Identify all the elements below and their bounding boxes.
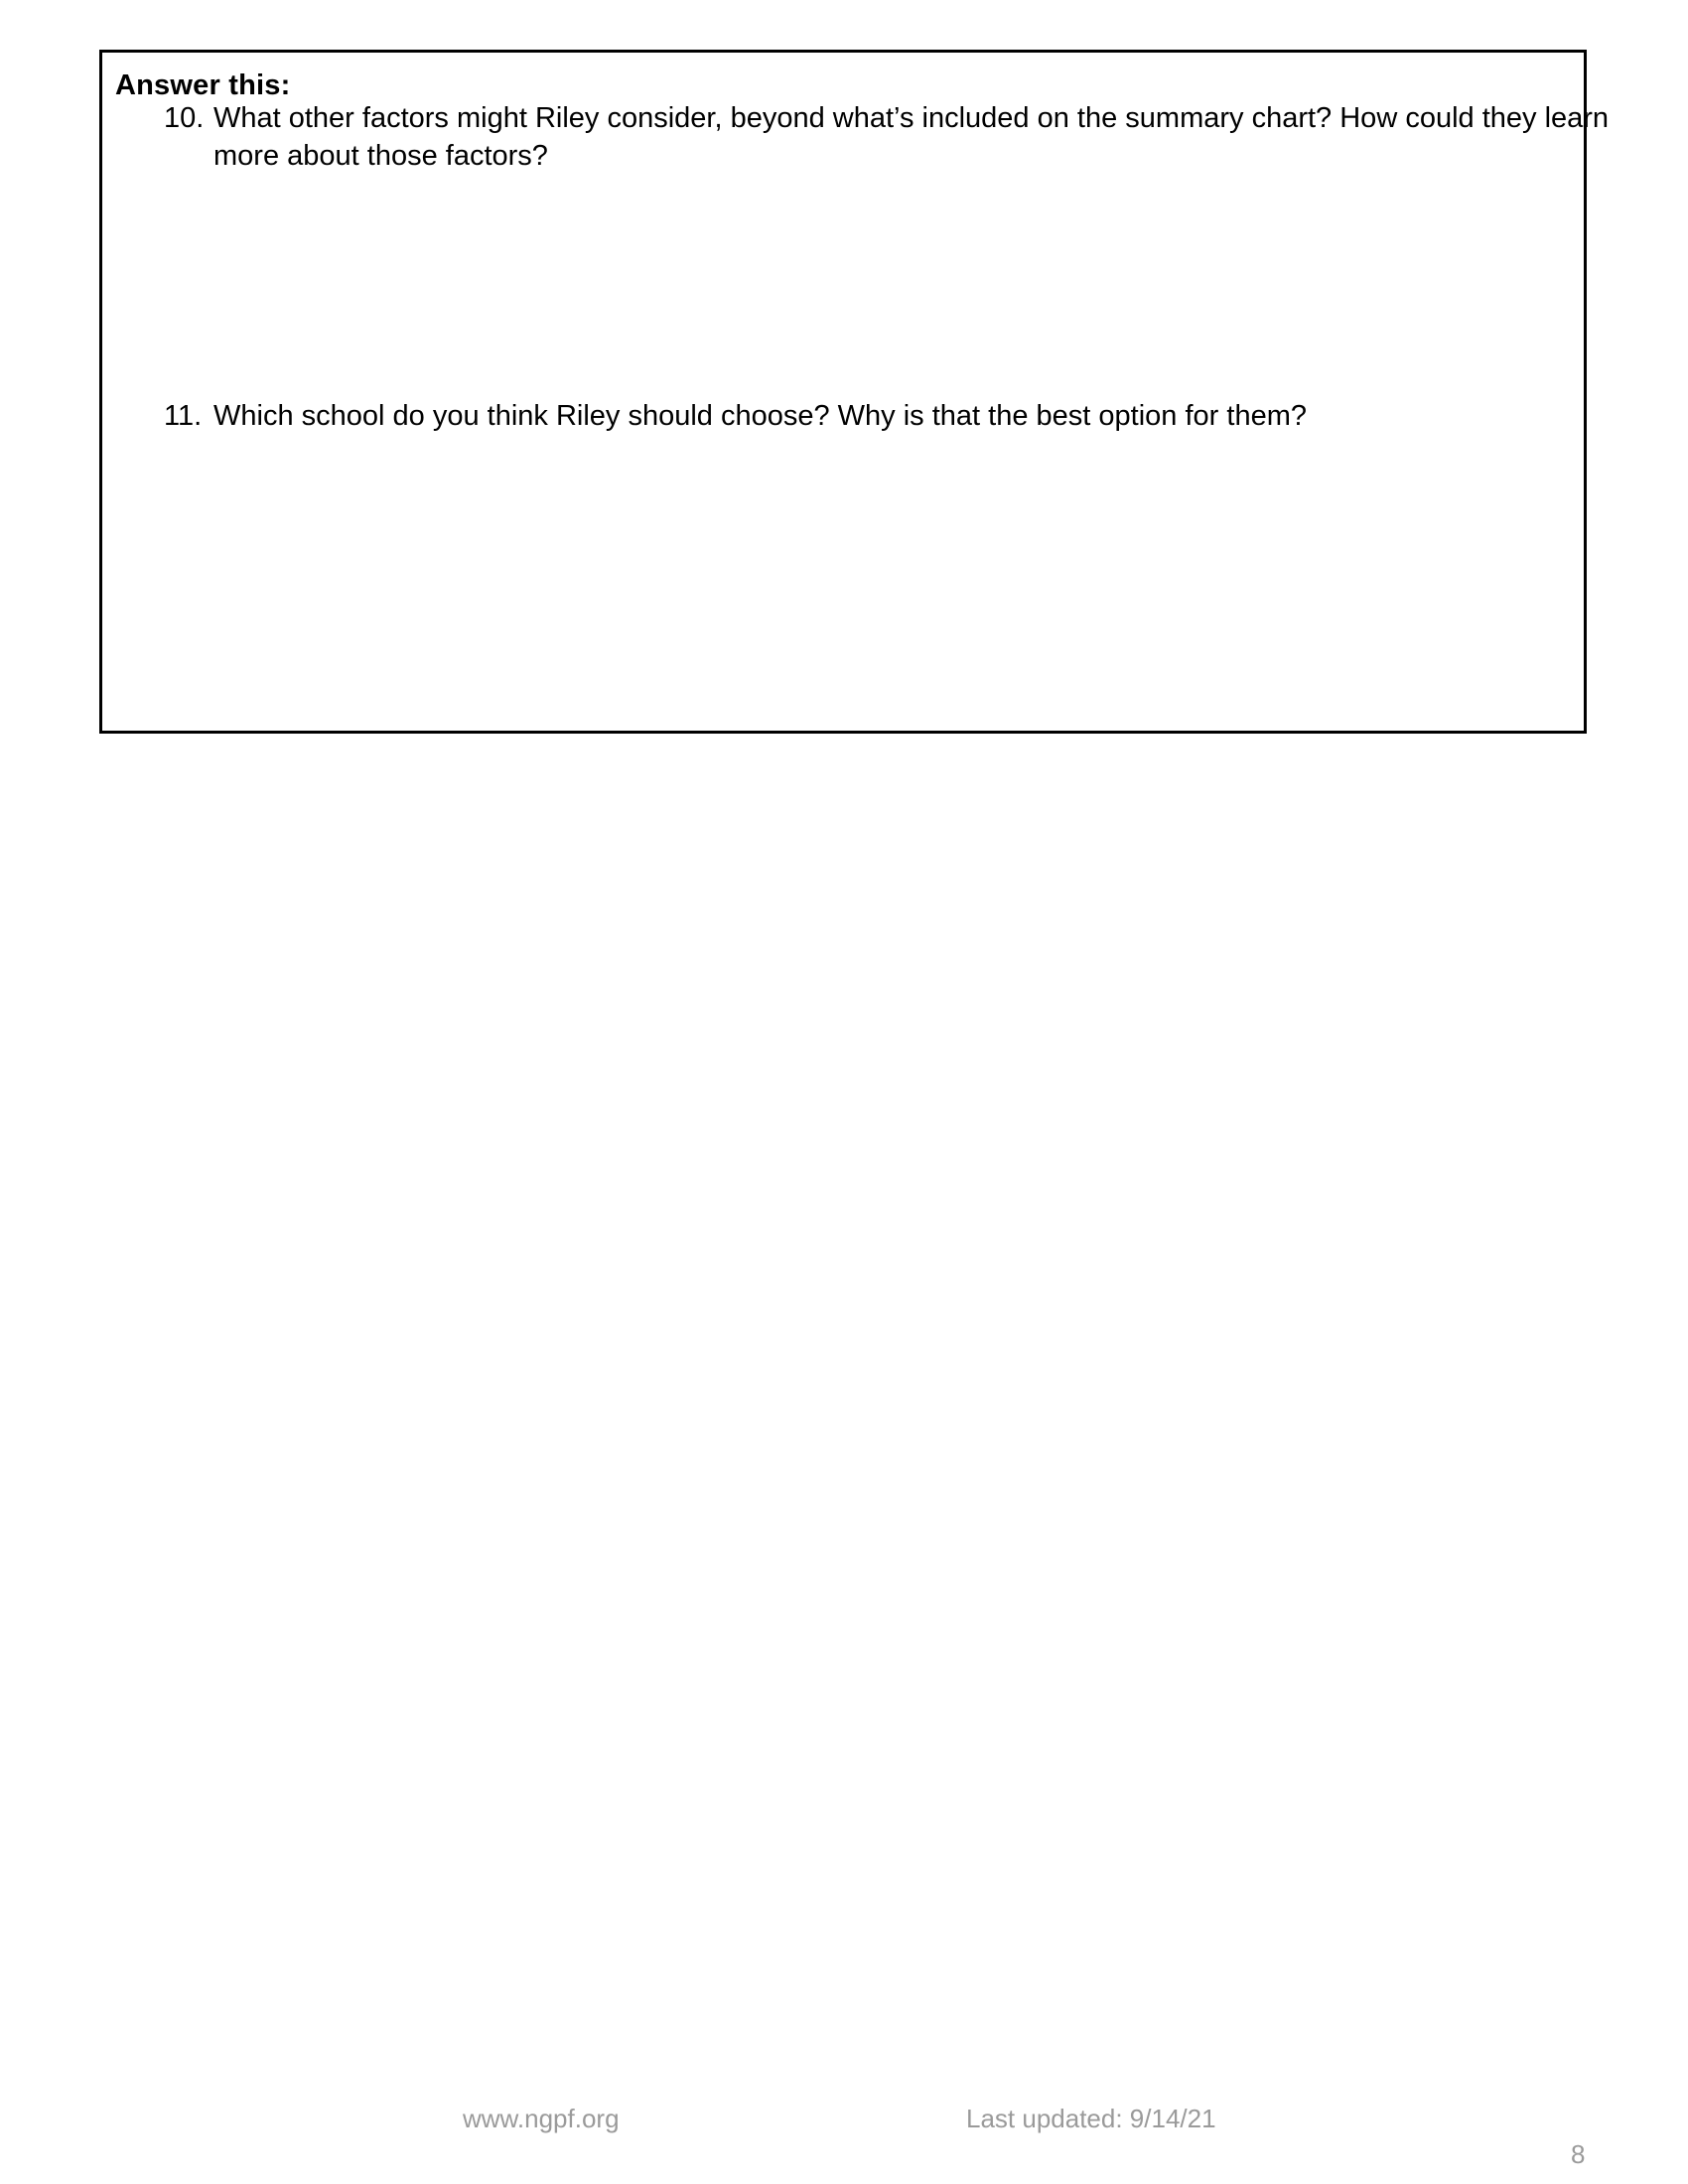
question-text: Which school do you think Riley should choose? Why is that the best option for them? — [213, 400, 1307, 432]
answer-box — [99, 50, 1610, 734]
footer-last-updated: Last updated: 9/14/21 — [966, 2104, 1216, 2133]
question-number: 11. — [164, 400, 203, 432]
page-number: 8 — [1571, 2139, 1586, 2169]
footer-website-link[interactable]: www.ngpf.org — [463, 2104, 620, 2133]
question-text: What other factors might Riley consider, beyond what’s included on the summary chart? How could they learn more about those factors? — [213, 102, 1610, 172]
question-number: 10. — [164, 102, 205, 134]
section-heading: Answer this: — [115, 69, 291, 101]
